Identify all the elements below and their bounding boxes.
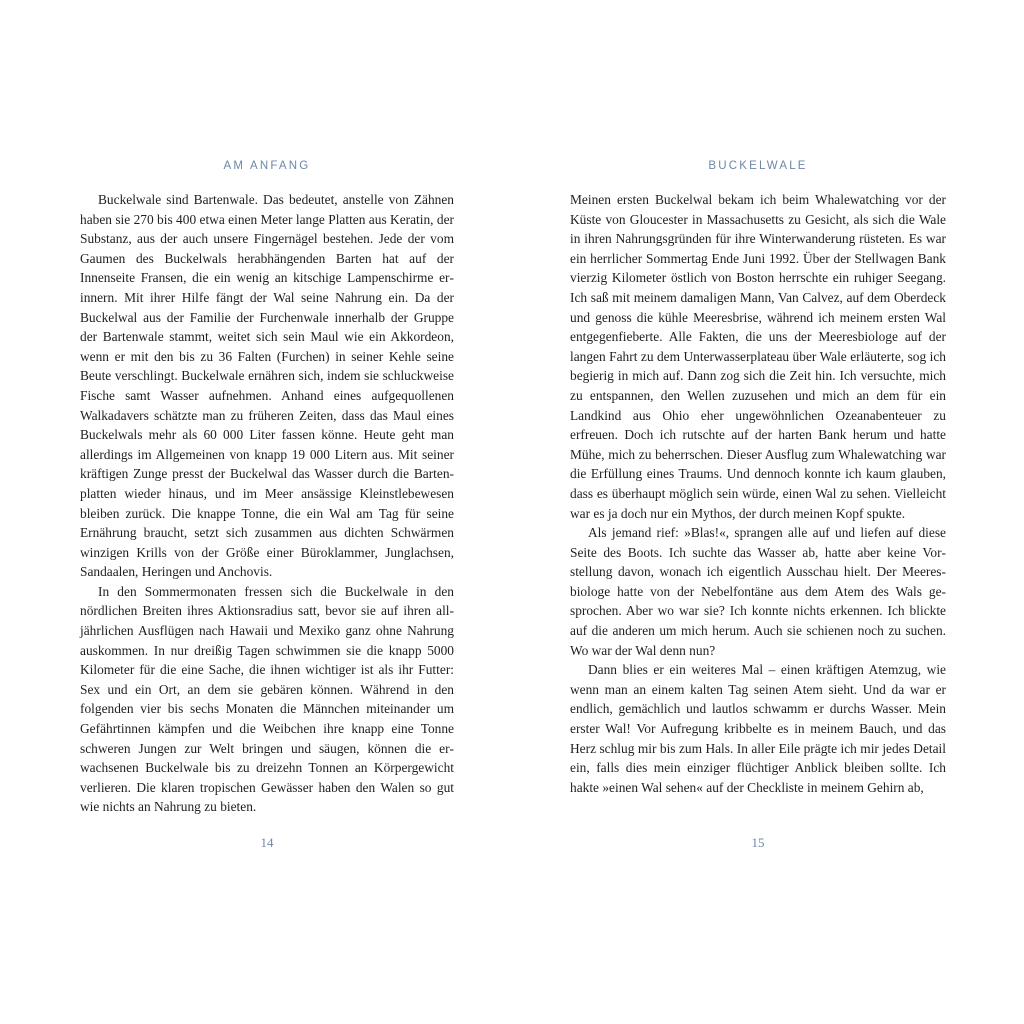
right-page-body [570,190,946,797]
left-page [80,0,454,1024]
paragraph: Als jemand rief: »Blas!«, sprangen alle auf und liefen auf diese Seite des Boots. Ich suchte das Wasser ab, hatte aber keine Vorstellung davon, wonach ich eigentlich Ausschau hielt. Der Meeresbiologe hatte von der Nebelfontäne aus dem Atem des Wals gesprochen. Aber wo war sie? Ich konnte nichts erkennen. Ich blickte auf die anderen um mich herum. Auch sie schienen noch zu suchen. Wo war der Wal denn nun? [570,525,946,658]
paragraph: Dann blies er ein weiteres Mal – einen kräftigen Atemzug, wie wenn man an einem kalten Tag seinen Atem sieht. Und da war er endlich, gemächlich und lautlos schwamm er durchs Wasser. Mein erster Wal! Vor Aufregung kribbelte es in meinem Bauch, und das Herz schlug mir bis zum Hals. In aller Eile prägte ich mir jedes Detail ein, falls dies mein einziger flüchtiger Anblick bleiben sollte. Ich hakte »einen Wal sehen« auf der Checkliste in meinem Gehirn ab, [570,662,946,795]
running-head-left: AM ANFANG [223,160,311,172]
paragraph: Meinen ersten Buckelwal bekam ich beim Whalewatching vor der Küste von Gloucester in Massachusetts zu Gesicht, als sich die Wale in ihren Nahrungsgründen für ihre Winterwanderung rüsteten. Es war ein herrlicher Sommertag Ende Juni 1992. Über der Stellwagen Bank vierzig Kilometer östlich von Boston herrschte ein ruhiger Seegang. Ich saß mit meinem damaligen Mann, Van Calvez, auf dem Oberdeck und genoss die kühle Meeresbrise, während ich meinem ersten Wal entgegenfieberte. Alle Fakten, die uns der Meeresbiologe auf der langen Fahrt zu dem Unterwasserplateau über Wale erläuterte, sog ich begierig in mich auf. Dann zog sich die Zeit hin. Ich versuchte, mich zu entspannen, den Wellen zuzusehen und mich an dem für ein Landkind aus Ohio eher ungewöhnlichen Ozeanabenteuer zu erfreuen. Doch ich rutschte auf der harten Bank herum und hatte Mühe, mich zu beherrschen. Dieser Ausflug zum Whalewatching war die Erfüllung eines Traums. Und dennoch konnte ich kaum glauben, dass es überhaupt möglich sein würde, einen Wal zu sehen. Vielleicht war es ja doch nur ein Mythos, der durch meinen Kopf spukte. [570,192,946,521]
right-page [570,0,946,1024]
left-page-body [80,190,454,817]
page-number-left: 14 [260,835,274,850]
page-number-right: 15 [751,835,765,850]
paragraph: In den Sommermonaten fressen sich die Buckelwale in den nördlichen Breiten ihres Aktionsradius satt, bevor sie auf ihren alljährlichen Ausflügen nach Hawaii und Mexiko ganz ohne Nahrung auskommen. In nur dreißig Tagen schwimmen sie die knapp 5000 Kilometer für die eine Sache, die ihnen wichtiger ist als ihr Futter: Sex und ein Ort, an dem sie gebären können. Während in den folgenden vier bis sechs Monaten die Männchen miteinander um Gefährtinnen kämpfen und die Weibchen ihre knapp eine Tonne schweren Jungen zur Welt bringen und säugen, können die erwachsenen Buckelwale bis zu dreizehn Tonnen an Körpergewicht verlieren. Die klaren tropischen Gewässer haben den Walen so gut wie nichts an Nahrung zu bieten. [80,583,454,815]
running-head-right: BUCKELWALE [708,160,808,172]
paragraph: Buckelwale sind Bartenwale. Das bedeutet, anstelle von Zähnen haben sie 270 bis 400 etwa einen Meter lange Platten aus Keratin, der Substanz, aus der auch unsere Fingernägel bestehen. Jede der vom Gaumen des Buckelwals herabhängenden Barten hat auf der Innenseite Fransen, die ein wenig an kitschige Lampenschirme erinnern. Mit ihrer Hilfe fängt der Wal seine Nahrung ein. Da der Buckelwal aus der Familie der Furchenwale innerhalb der Gruppe der Bartenwale stammt, weitet sich sein Maul wie ein Akkordeon, wenn er mit den bis zu 36 Falten (Furchen) in seiner Kehle seine Beute verschlingt. Buckelwale ernähren sich, indem sie schluckweise Fische samt Wasser aufnehmen. Anhand eines aufgequollenen Walkadavers schätzte man zu früheren Zeiten, dass das Maul eines Buckelwals mehr als 60 000 Liter fassen könne. Heute geht man allerdings im Allgemeinen von knapp 19 000 Litern aus. Mit seiner kräftigen Zunge presst der Buckelwal das Wasser durch die Bartenplatten wieder hinaus, und im Meer ansässige Kleinstlebewesen bleiben zurück. Die knappe Tonne, die ein Wal am Tag für seine Ernährung braucht, setzt sich zusammen aus dichten Schwärmen winzigen Krills von der Größe einer Büroklammer, Junglachsen, Sandaalen, Heringen und Anchovis. [80,192,454,580]
